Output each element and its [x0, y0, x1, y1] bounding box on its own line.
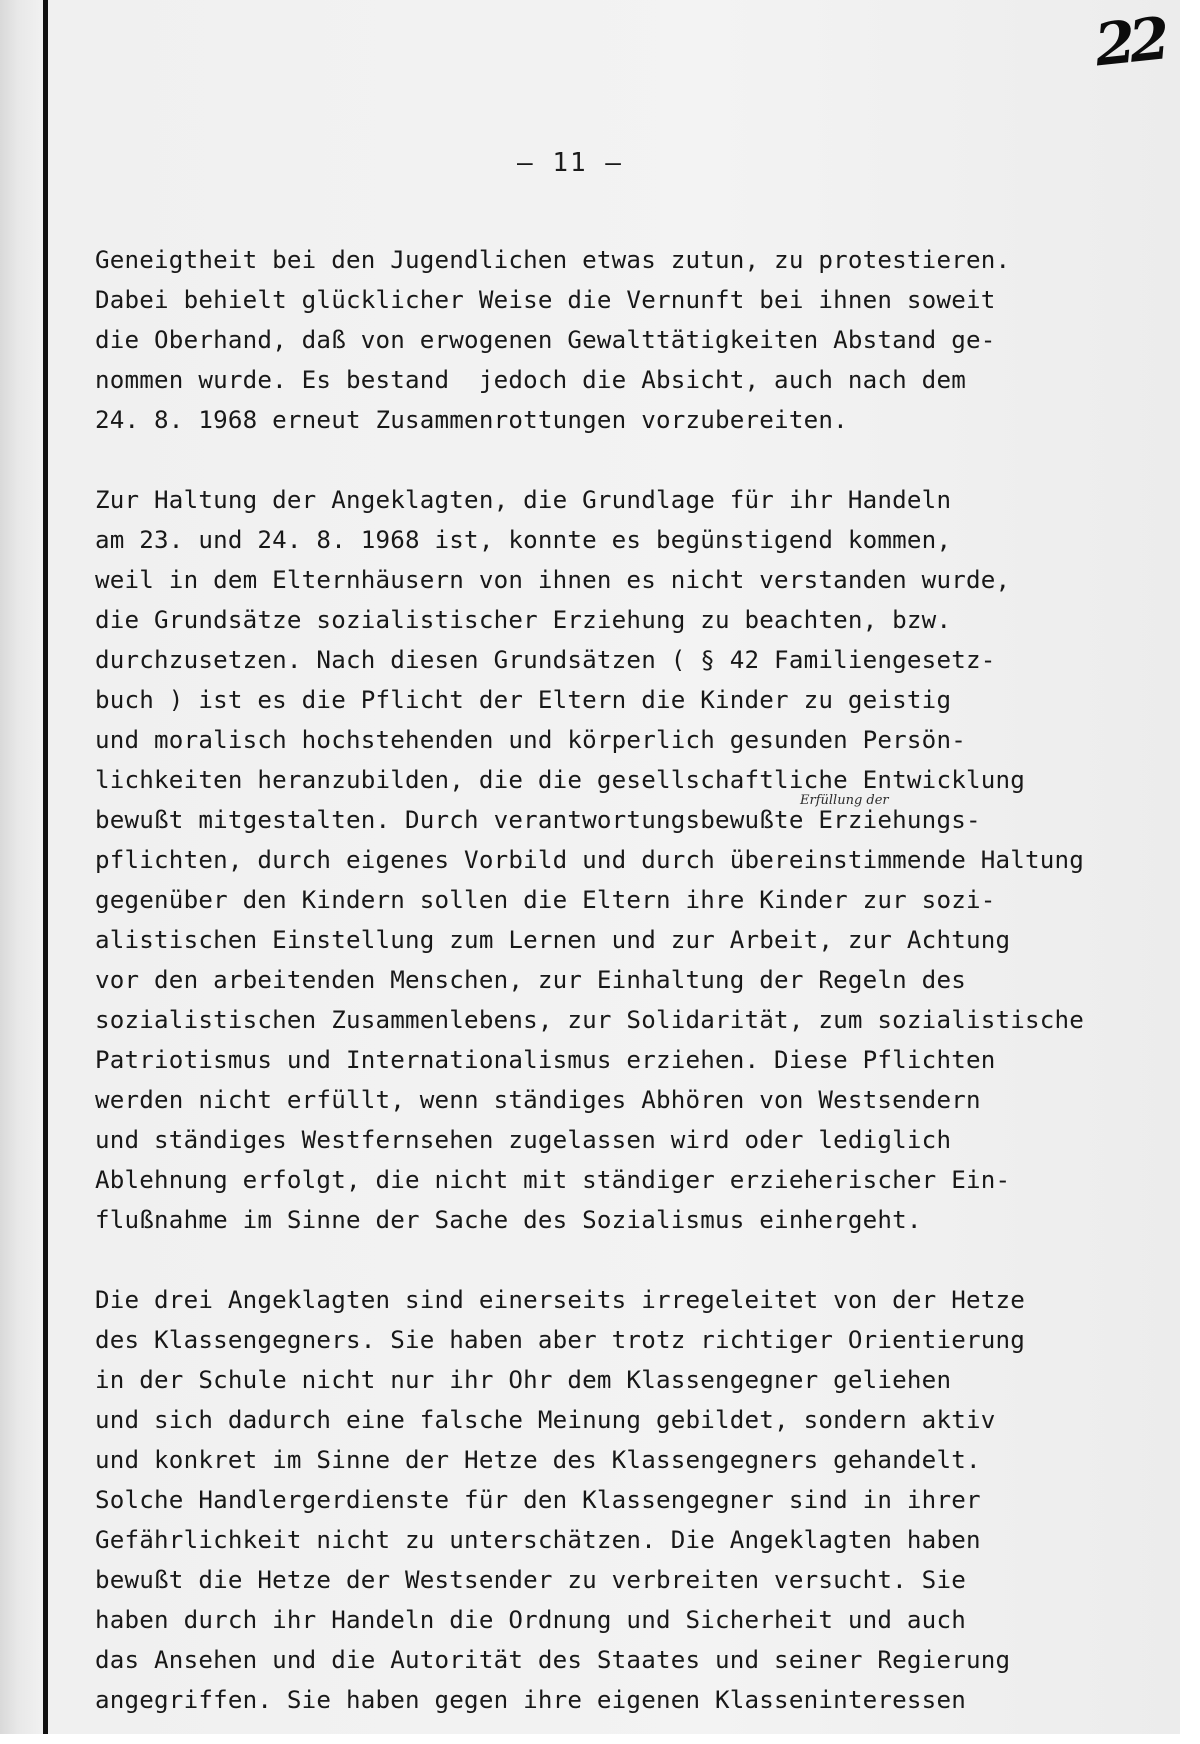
text-line: Geneigtheit bei den Jugendlichen etwas zutun, zu protestieren.	[95, 246, 1011, 274]
text-line: alistischen Einstellung zum Lernen und zur Arbeit, zur Achtung	[95, 926, 1011, 954]
text-line: und ständiges Westfernsehen zugelassen wird oder lediglich	[95, 1126, 952, 1154]
text-line: und sich dadurch eine falsche Meinung gebildet, sondern aktiv	[95, 1406, 996, 1434]
text-line: durchzusetzen. Nach diesen Grundsätzen ( § 42 Familiengesetz-	[95, 646, 996, 674]
paragraph	[95, 1280, 1175, 1720]
text-line: Ablehnung erfolgt, die nicht mit ständiger erzieherischer Ein-	[95, 1166, 1011, 1194]
text-line: Die drei Angeklagten sind einerseits irregeleitet von der Hetze	[95, 1286, 1026, 1314]
text-line: am 23. und 24. 8. 1968 ist, konnte es begünstigend kommen,	[95, 526, 952, 554]
text-line: die Oberhand, daß von erwogenen Gewalttätigkeiten Abstand ge-	[95, 326, 996, 354]
text-line: bewußt mitgestalten. Durch verantwortungsbewußte Erziehungs-	[95, 806, 981, 834]
page-edge-right	[1180, 0, 1190, 1744]
handwritten-page-mark: 22	[1091, 4, 1168, 80]
text-line: bewußt die Hetze der Westsender zu verbreiten versucht. Sie	[95, 1566, 966, 1594]
text-line: nommen wurde. Es bestand jedoch die Absicht, auch nach dem	[95, 366, 966, 394]
text-line: gegenüber den Kindern sollen die Eltern ihre Kinder zur sozi-	[95, 886, 996, 914]
body-text	[95, 240, 1175, 1720]
paragraph-gap	[95, 440, 1175, 480]
margin-rule	[43, 0, 48, 1744]
text-line: des Klassengegners. Sie haben aber trotz richtiger Orientierung	[95, 1326, 1026, 1354]
text-line: Dabei behielt glücklicher Weise die Vernunft bei ihnen soweit	[95, 286, 996, 314]
paragraph-gap	[95, 1240, 1175, 1280]
text-line: pflichten, durch eigenes Vorbild und durch übereinstimmende Haltung	[95, 846, 1085, 874]
text-line: buch ) ist es die Pflicht der Eltern die Kinder zu geistig	[95, 686, 952, 714]
page-edge-bottom	[0, 1734, 1200, 1744]
text-line: vor den arbeitenden Menschen, zur Einhaltung der Regeln des	[95, 966, 966, 994]
text-line: das Ansehen und die Autorität des Staates und seiner Regierung	[95, 1646, 1011, 1674]
text-line: Patriotismus und Internationalismus erziehen. Diese Pflichten	[95, 1046, 996, 1074]
text-line: und moralisch hochstehenden und körperlich gesunden Persön-	[95, 726, 966, 754]
text-line: 24. 8. 1968 erneut Zusammenrottungen vorzubereiten.	[95, 406, 848, 434]
page-number: – 11 –	[517, 148, 623, 178]
text-line: flußnahme im Sinne der Sache des Sozialismus einhergeht.	[95, 1206, 922, 1234]
handwritten-annotation: Erfüllung der	[800, 793, 889, 808]
text-line: Zur Haltung der Angeklagten, die Grundlage für ihr Handeln	[95, 486, 952, 514]
text-line: Gefährlichkeit nicht zu unterschätzen. Die Angeklagten haben	[95, 1526, 981, 1554]
text-line: Solche Handlergerdienste für den Klassengegner sind in ihrer	[95, 1486, 981, 1514]
paragraph	[95, 240, 1175, 440]
text-line: werden nicht erfüllt, wenn ständiges Abhören von Westsendern	[95, 1086, 981, 1114]
paragraph	[95, 480, 1175, 1240]
text-line: haben durch ihr Handeln die Ordnung und Sicherheit und auch	[95, 1606, 966, 1634]
text-line: und konkret im Sinne der Hetze des Klassengegners gehandelt.	[95, 1446, 981, 1474]
text-line: angegriffen. Sie haben gegen ihre eigenen Klasseninteressen	[95, 1686, 966, 1714]
text-line: weil in dem Elternhäusern von ihnen es nicht verstanden wurde,	[95, 566, 1011, 594]
text-line: die Grundsätze sozialistischer Erziehung zu beachten, bzw.	[95, 606, 952, 634]
text-line: lichkeiten heranzubilden, die die gesellschaftliche Entwicklung	[95, 766, 1026, 794]
text-line: in der Schule nicht nur ihr Ohr dem Klassengegner geliehen	[95, 1366, 952, 1394]
text-line: sozialistischen Zusammenlebens, zur Solidarität, zum sozialistische	[95, 1006, 1085, 1034]
